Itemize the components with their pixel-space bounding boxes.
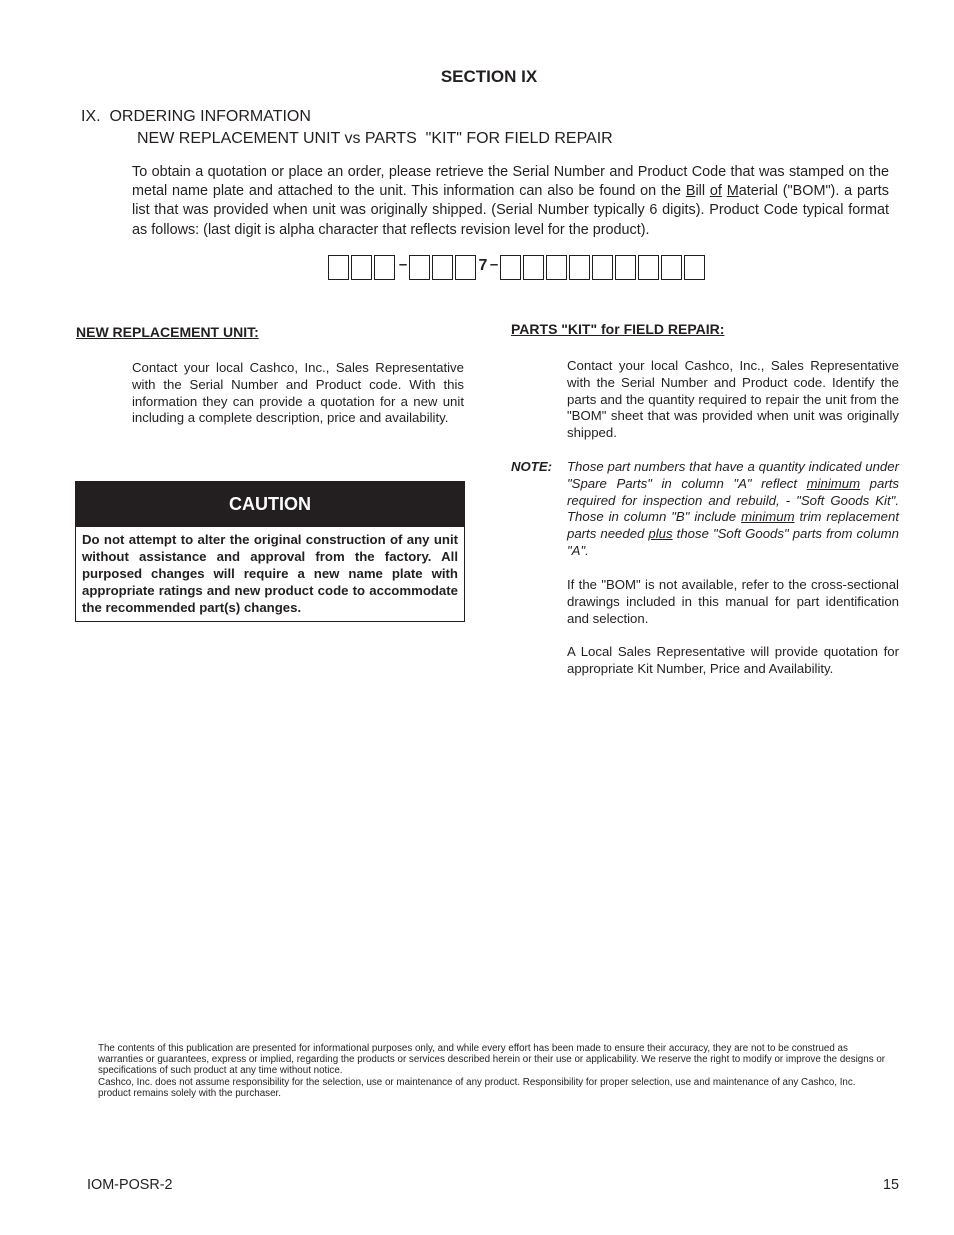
local-rep-text: A Local Sales Representative will provide quotation for appropriate Kit Number, Price and Availability. bbox=[567, 644, 899, 676]
code-box bbox=[638, 255, 659, 280]
section-heading: IX. ORDERING INFORMATION bbox=[81, 108, 311, 125]
bom-unavailable-text: If the "BOM" is not available, refer to the cross-sectional drawings included in this manual for part identification and selection. bbox=[567, 577, 899, 626]
code-box bbox=[328, 255, 349, 280]
new-unit-body: Contact your local Cashco, Inc., Sales Representative with the Serial Number and Product code. With this information they can provide a quotation for a new unit including a complete description, price and availability. bbox=[132, 360, 464, 426]
code-box bbox=[546, 255, 567, 280]
code-box bbox=[661, 255, 682, 280]
note-underline-plus: plus bbox=[648, 526, 673, 542]
disclaimer-paragraph-2: Cashco, Inc. does not assume responsibility for the selection, use or maintenance of any product. Responsibility for proper selection, use and maintenance of any Cashco, Inc. product remains solely with the purchaser. bbox=[98, 1076, 856, 1099]
section-subheading: NEW REPLACEMENT UNIT vs PARTS "KIT" FOR FIELD REPAIR bbox=[137, 130, 613, 147]
note-underline-minimum-2: minimum bbox=[741, 509, 795, 525]
code-box bbox=[523, 255, 544, 280]
code-box bbox=[592, 255, 613, 280]
parts-kit-body: Contact your local Cashco, Inc., Sales Representative with the Serial Number and Product code. Identify the parts and the quantity required to repair the unit from the "BOM" sheet that was provided when unit was originally shipped. bbox=[567, 358, 899, 441]
code-fixed-digit: 7 bbox=[478, 257, 488, 274]
code-separator: – bbox=[398, 256, 408, 273]
intro-paragraph bbox=[132, 163, 889, 240]
intro-text-2: ("BOM"). a parts list that was provided when unit was originally shipped. (Serial Number typically 6 digits). Product Code typical format as follows: (last digit is alpha character that reflects revision level for the product). bbox=[132, 183, 890, 238]
bill-of: of bbox=[709, 183, 722, 200]
note-text-3: trim replacement parts needed bbox=[567, 509, 900, 542]
bill-ill: ill bbox=[695, 183, 710, 200]
note-underline-minimum: minimum bbox=[806, 475, 861, 491]
caution-body: Do not attempt to alter the original construction of any unit without assistance and approval from the factory. All purposed changes will require a new name plate with appropriate ratings and new product code to accommodate the recommended part(s) changes. bbox=[82, 532, 458, 615]
code-box bbox=[455, 255, 476, 280]
caution-title: CAUTION bbox=[76, 482, 464, 527]
code-box bbox=[432, 255, 453, 280]
code-separator: – bbox=[489, 256, 499, 273]
code-box bbox=[569, 255, 590, 280]
product-code-format bbox=[328, 255, 707, 283]
note-text-1: Those part numbers that have a quantity indicated under "Spare Parts" in column "A" reflect bbox=[567, 459, 899, 491]
bill-b: B bbox=[685, 183, 696, 200]
code-box bbox=[500, 255, 521, 280]
parts-kit-heading: PARTS "KIT" for FIELD REPAIR: bbox=[511, 321, 725, 337]
caution-box bbox=[75, 481, 465, 622]
note-label: NOTE: bbox=[511, 459, 553, 474]
note-text-2: parts required for inspection and rebuild, - "Soft Goods Kit". Those in column "B" include bbox=[567, 475, 899, 525]
code-box bbox=[409, 255, 430, 280]
document-id: IOM-POSR-2 bbox=[87, 1177, 173, 1193]
new-unit-heading: NEW REPLACEMENT UNIT: bbox=[76, 324, 259, 340]
disclaimer-paragraph-1: The contents of this publication are presented for informational purposes only, and while every effort has been made to ensure their accuracy, they are not to be construed as warranties or guarantees, express or implied, regarding the products or services described herein or their use or applicability. We reserve the right to modify or improve the designs or specifications of such product at any time without notice. bbox=[98, 1043, 886, 1077]
page-number: 15 bbox=[882, 1177, 899, 1193]
code-box bbox=[615, 255, 636, 280]
intro-text-1: To obtain a quotation or place an order, please retrieve the Serial Number and Product Code that was stamped on the metal name plate and attached to the unit. This information can also be found on the bbox=[132, 164, 889, 200]
note-body bbox=[567, 459, 899, 560]
bill-aterial: aterial bbox=[738, 183, 778, 200]
code-box bbox=[684, 255, 705, 280]
code-box bbox=[374, 255, 395, 280]
disclaimer bbox=[98, 1043, 888, 1099]
bill-m: M bbox=[726, 183, 739, 200]
code-box bbox=[351, 255, 372, 280]
note-text-4: those "Soft Goods" parts from column "A". bbox=[567, 526, 899, 558]
section-title: SECTION IX bbox=[440, 67, 538, 86]
